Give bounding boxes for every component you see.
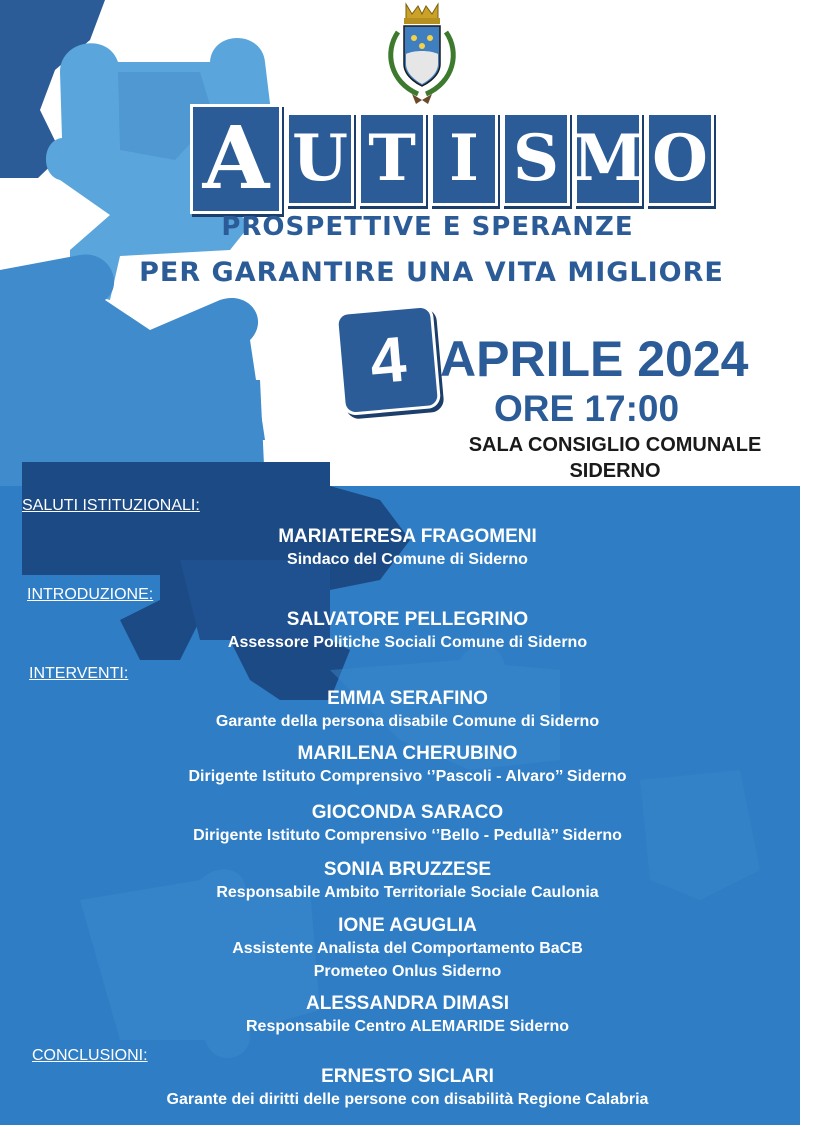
title-letter: U [286,112,354,206]
speaker-name: EMMA SERAFINO [327,688,488,709]
speaker-name: SALVATORE PELLEGRINO [286,609,529,630]
speaker-role: Assistente Analista del Comportamento BaCB [232,940,583,957]
subtitle-line-1: PROSPETTIVE E SPERANZE [221,212,634,242]
speaker-role: Sindaco del Comune di Siderno [287,551,528,568]
event-month-year: APRILE 2024 [440,331,749,387]
section-heading: CONCLUSIONI: [32,1047,148,1064]
municipal-crest-icon [378,2,466,106]
title-letter: I [430,112,498,206]
speaker-role: Dirigente Istituto Comprensivo ‘’Pascoli - Alvaro’’ Siderno [188,768,627,785]
section-heading: SALUTI ISTITUZIONALI: [22,497,200,514]
title-letter: T [358,112,426,206]
subtitle-line-2: PER GARANTIRE UNA VITA MIGLIORE [139,257,724,288]
speaker-role: Responsabile Ambito Territoriale Sociale Caulonia [216,884,599,901]
speaker-name: ERNESTO SICLARI [321,1066,494,1087]
speaker-name: MARILENA CHERUBINO [297,743,518,764]
speaker-role: Responsabile Centro ALEMARIDE Siderno [246,1018,569,1035]
event-time: ORE 17:00 [494,388,680,429]
event-venue: SALA CONSIGLIO COMUNALE [468,434,762,456]
title [190,108,714,214]
title-letter: A [190,104,282,214]
speaker-role: Garante della persona disabile Comune di Siderno [215,713,600,730]
section-heading: INTRODUZIONE: [27,586,154,603]
title-letter: S [502,112,570,206]
speaker-name: IONE AGUGLIA [338,915,477,936]
event-day: 4 [338,307,438,413]
event-city: SIDERNO [569,460,661,482]
speaker-role: Garante dei diritti delle persone con disabilità Regione Calabria [166,1091,649,1108]
section-heading: INTERVENTI: [29,665,129,682]
title-letter: O [646,112,714,206]
title-letter: M [574,112,642,206]
speaker-role: Dirigente Istituto Comprensivo ‘’Bello - Pedullà’’ Siderno [193,827,622,844]
speaker-name: GIOCONDA SARACO [311,802,504,823]
speaker-name: SONIA BRUZZESE [323,859,492,880]
speaker-role: Prometeo Onlus Siderno [313,963,502,980]
speaker-role: Assessore Politiche Sociali Comune di Siderno [227,634,588,651]
speaker-name: MARIATERESA FRAGOMENI [278,526,537,547]
speaker-name: ALESSANDRA DIMASI [305,993,510,1014]
